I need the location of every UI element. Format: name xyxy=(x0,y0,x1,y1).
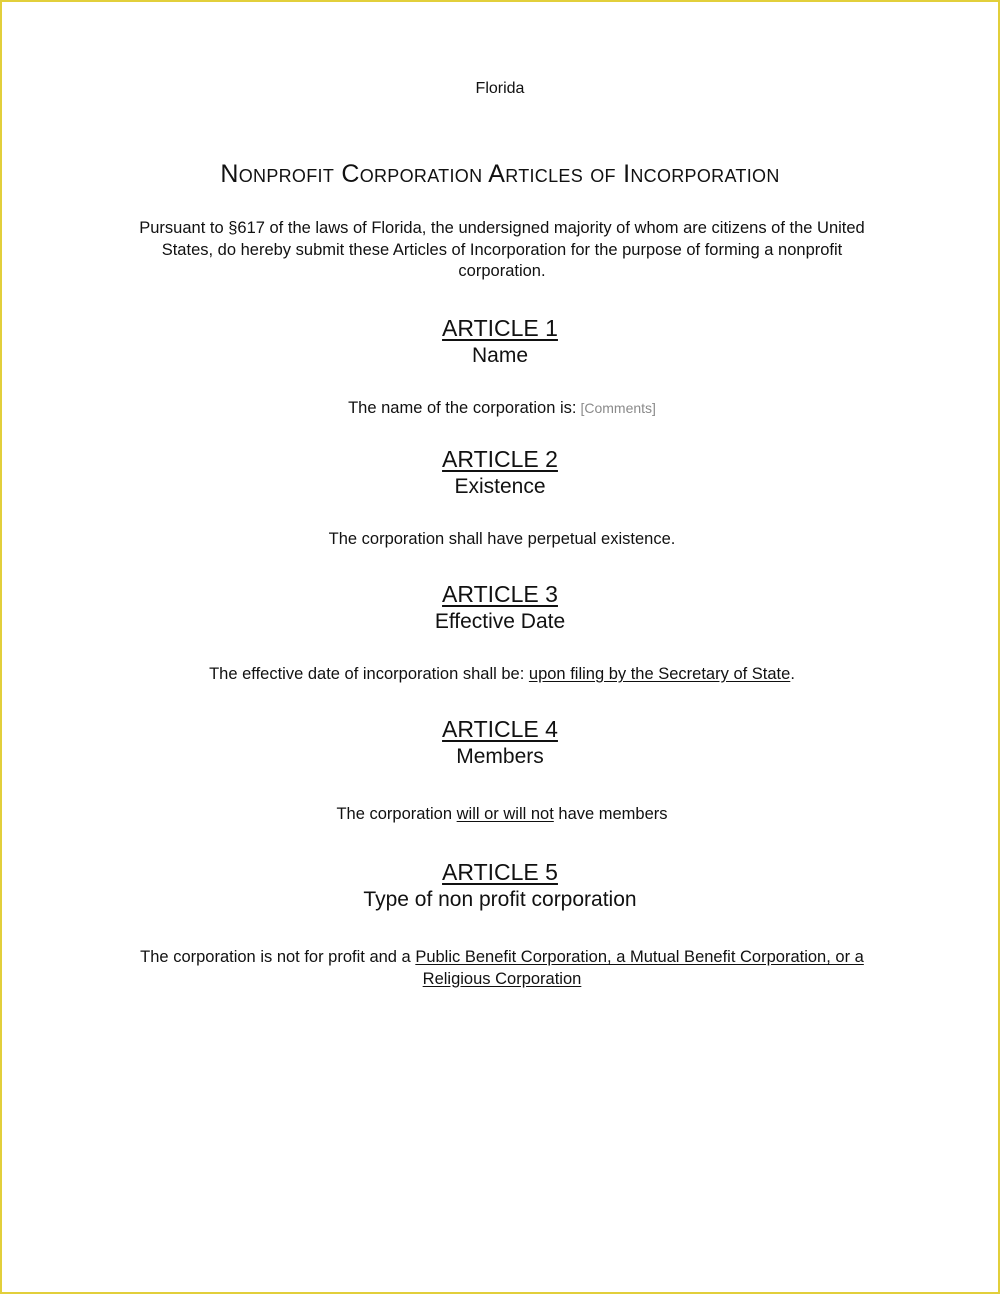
article-5-name: Type of non profit corporation xyxy=(363,888,637,911)
article-2-number: ARTICLE 2 xyxy=(442,446,558,472)
article-4-body xyxy=(112,804,892,826)
article-2-heading xyxy=(2,445,998,501)
article-1-text: The name of the corporation is: xyxy=(348,399,577,417)
corporation-type-value: Public Benefit Corporation, a Mutual Benefit Corporation, or a Religious Corporation xyxy=(415,948,864,988)
article-3-heading xyxy=(2,580,998,636)
article-5-heading xyxy=(2,858,998,914)
comments-placeholder[interactable]: [Comments] xyxy=(580,400,656,416)
state-heading: Florida xyxy=(475,80,525,97)
article-1-heading xyxy=(2,314,998,370)
article-4-name: Members xyxy=(456,745,544,768)
members-value: will or will not xyxy=(456,805,554,823)
article-3-body xyxy=(112,664,892,686)
article-4-text: The corporation xyxy=(336,805,457,823)
article-5-body xyxy=(112,947,892,990)
intro-paragraph: Pursuant to §617 of the laws of Florida, the undersigned majority of whom are citizens of the United States, do hereby submit these Articles of Incorporation for the purpose of forming a nonprofit corporation. xyxy=(139,219,865,280)
article-1-number: ARTICLE 1 xyxy=(442,315,558,341)
article-4-heading xyxy=(2,715,998,771)
article-3-number: ARTICLE 3 xyxy=(442,581,558,607)
document-title: Nonprofit Corporation Articles of Incorporation xyxy=(220,160,780,188)
article-1-body xyxy=(112,398,892,420)
article-4-number: ARTICLE 4 xyxy=(442,716,558,742)
article-2-body: The corporation shall have perpetual existence. xyxy=(328,530,676,548)
article-1-name: Name xyxy=(471,344,529,367)
article-3-text: The effective date of incorporation shall be: xyxy=(209,665,529,683)
article-4-text-end: have members xyxy=(553,805,668,823)
effective-date-value: upon filing by the Secretary of State xyxy=(528,665,791,683)
article-5-number: ARTICLE 5 xyxy=(442,859,558,885)
article-5-text: The corporation is not for profit and a xyxy=(140,948,416,966)
article-3-name: Effective Date xyxy=(434,610,566,633)
article-3-text-end: . xyxy=(790,665,795,683)
article-2-name: Existence xyxy=(454,475,546,498)
